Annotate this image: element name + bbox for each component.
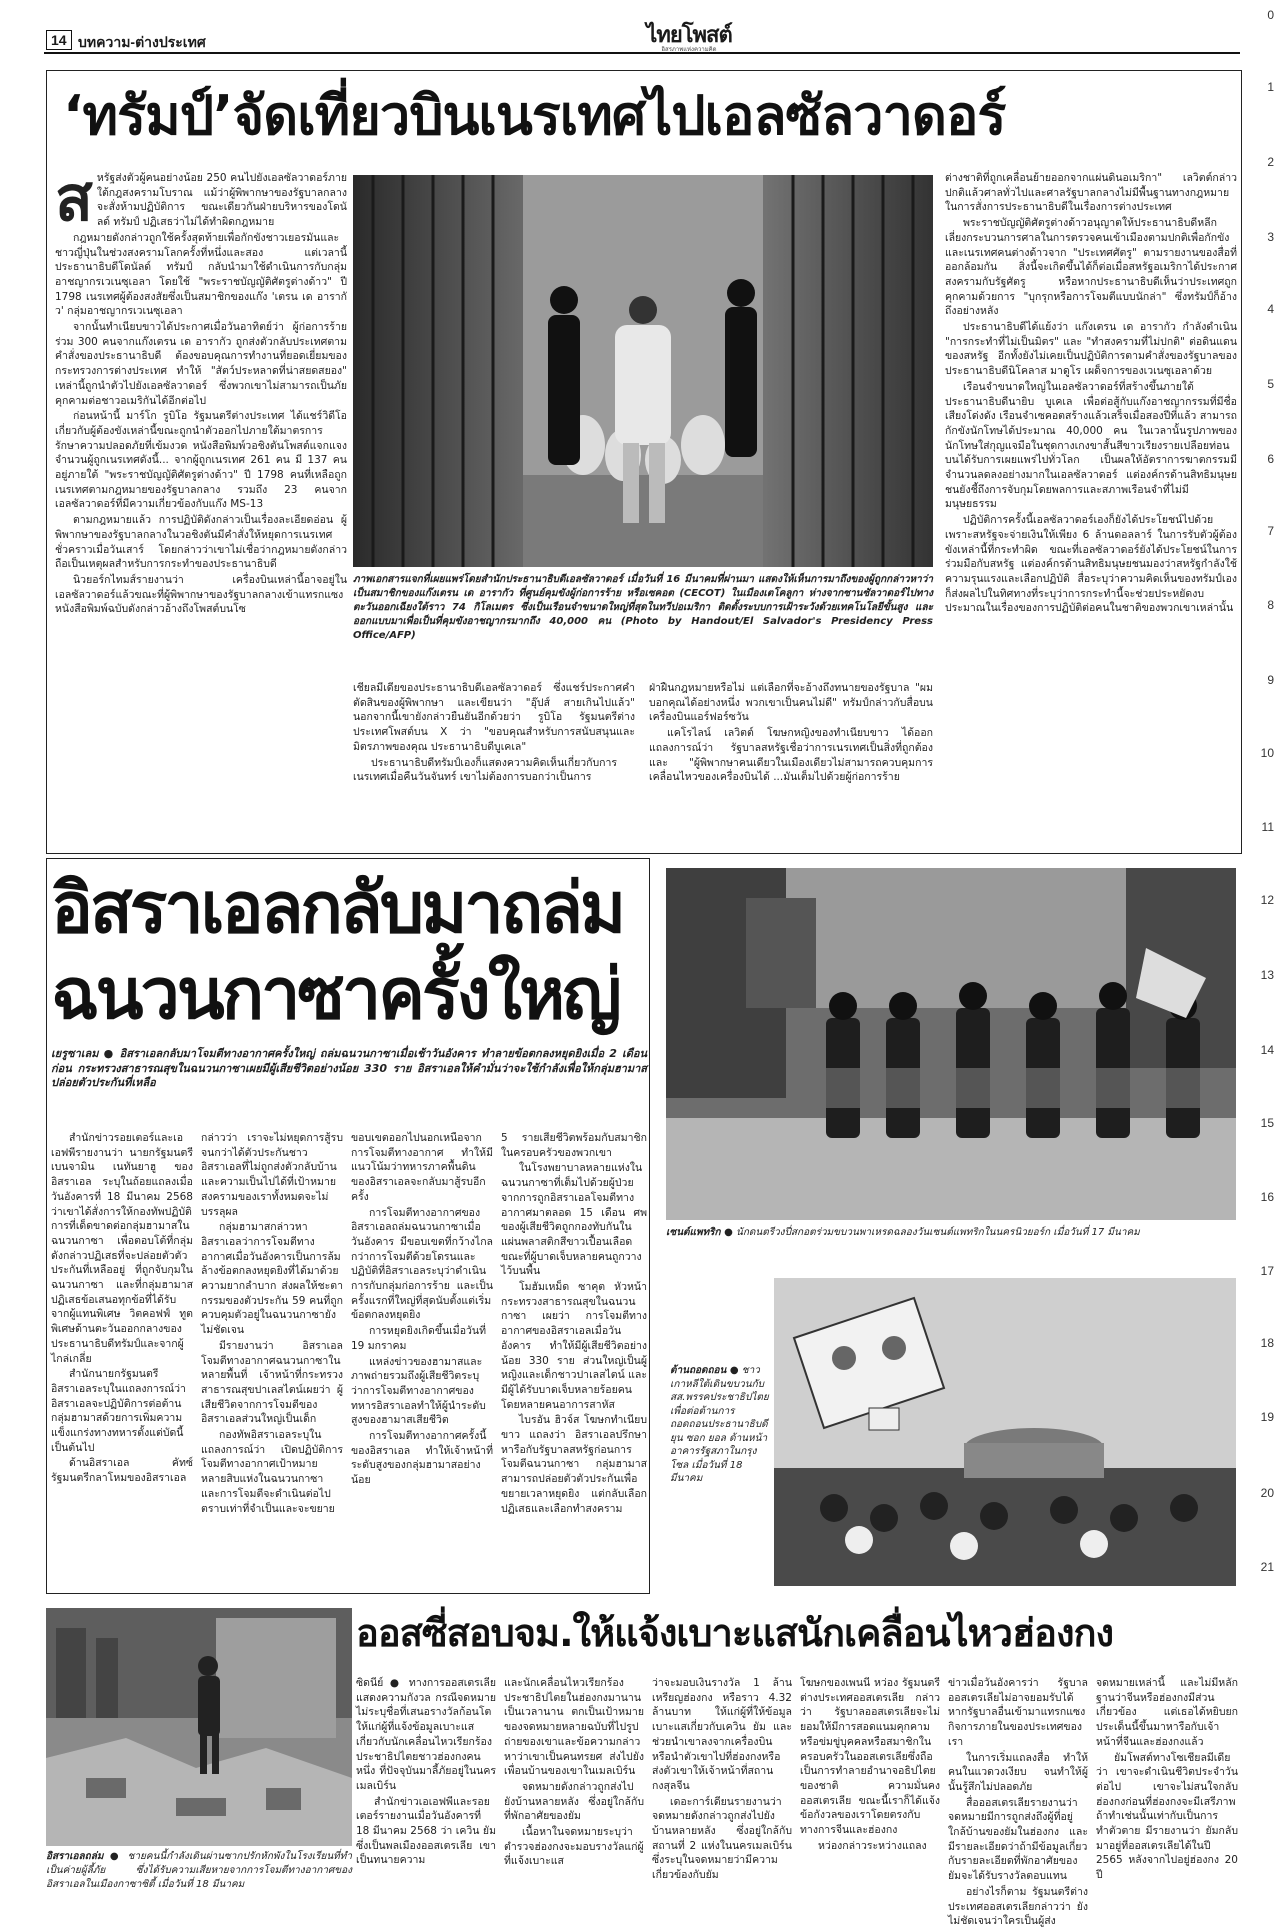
paragraph: ในโรงพยาบาลหลายแห่งในฉนวนกาซาที่เต็มไปด้วยผู้ป่วยจากการถูกอิสราเอลโจมตีทางอากาศมาตลอด 15 เดือน ศพของผู้เสียชีวิตถูกกองทับกันในแผ่นพลาสติกสีขาวเปื้อนเลือด ขณะที่ผู้บาดเจ็บหลายคนถูกวางไว้บนพื้น — [501, 1162, 647, 1278]
paragraph: ฝ่าฝืนกฎหมายหรือไม่ แต่เลือกที่จะอ้างถึงทนายของรัฐบาล "ผมบอกคุณได้อย่างหนึ่ง พวกเขาเป็นคนไม่ดี" ทรัมป์กล่าวกับสื่อบนเครื่องบินแอร์ฟอร์ซวัน — [649, 682, 933, 724]
article2-headline-line1: อิสราเอลกลับมาถล่ม — [51, 867, 624, 949]
ruler-tick: 15 — [1260, 1116, 1274, 1130]
logo-text: ไทยโพสต์ — [646, 22, 732, 48]
article-israel-gaza — [46, 858, 650, 1594]
seoul-caption — [670, 1364, 770, 1584]
st-patrick-caption-text: นักดนตรีวงปี่สกอตร่วมขบวนพาเหรดฉลองวันเซนต์แพทริกในนครนิวยอร์ก เมื่อวันที่ 17 มีนาคม — [735, 1227, 1140, 1238]
paragraph: เชียลมีเดียของประธานาธิบดีเอลซัลวาดอร์ ซึ่งแชร์ประกาศคำตัดสินของผู้พิพากษา และเขียนว่า "อุ๊ปส์ สายเกินไปแล้ว" นอกจากนี้เขายังกล่าวยืนยันอีกด้วยว่า รูบิโอ รัฐมนตรีต่างประเทศโพสต์บน X ว่า "ขอบคุณสำหรับการสนับสนุนและมิตรภาพของคุณ ประธานาธิบดีบูเคเล" — [353, 682, 635, 753]
paragraph: การโจมตีทางอากาศของอิสราเอลถล่มฉนวนกาซาเมื่อวันอังคาร มีขอบเขตที่กว้างไกลกว่าการโจมตีด้วยโดรนและปฏิบัติที่อิสราเอลระบุว่าดำเนินการกับกลุ่มก่อการร้าย และเป็นครั้งแรกที่ใหญ่ที่สุดนับตั้งแต่เริ่มข้อตกลงหยุดยิง — [351, 1206, 493, 1322]
ruler-tick: 5 — [1267, 377, 1274, 391]
ruler-tick: 14 — [1260, 1043, 1274, 1057]
article3-col2 — [504, 1676, 644, 1916]
paragraph: กลุ่มฮามาสกล่าวหาอิสราเอลว่าการโจมตีทางอากาศเมื่อวันอังคารเป็นการล้มล้างข้อตกลงหยุดยิงที่ได้มาด้วยความยากลำบาก ส่งผลให้ชะตากรรมของตัวประกัน 59 คนที่ถูกควบคุมตัวอยู่ในฉนวนกาซายังไม่ชัดเจน — [201, 1221, 343, 1337]
paragraph: ในการเริ่มแถลงสื่อ ทำให้คนในแวดวงเงียบ จนทำให้ผู้นั้นรู้สึกไม่ปลอดภัย — [948, 1751, 1088, 1793]
paragraph: จากนั้นทำเนียบขาวได้ประกาศเมื่อวันอาทิตย์ว่า ผู้ก่อการร้ายร่วม 300 คนจากแก๊งเตรน เด อารากัว ถูกส่งตัวกลับประเทศตามคำสั่งของประธานาธิบดี ต้องขอบคุณการทำงานที่ยอดเยี่ยมของกระทรวงการต่างประเทศ ทำให้ "สัตว์ประหลาดที่น่าสยดสยอง" เหล่านี้ถูกนำตัวไปยังเอลซัลวาดอร์ ซึ่งพวกเขาไม่สามารถเป็นภัยคุกคามต่อชาวอเมริกันได้อีกต่อไป — [55, 321, 347, 407]
ruler-tick: 19 — [1260, 1410, 1274, 1424]
paragraph: ซิดนีย์ ● ทางการออสเตรเลียแสดงความกังวล กรณีจดหมายไม่ระบุชื่อที่เสนอรางวัลก้อนโตให้แก่ผู้ที่แจ้งข้อมูลเบาะแสเกี่ยวกับนักเคลื่อนไหวเรียกร้องประชาธิปไตยชาวฮ่องกงคนหนึ่ง ที่ปัจจุบันมาลี้ภัยอยู่ในนครเมลเบิร์น — [356, 1677, 496, 1792]
article2-headline-line2: ฉนวนกาซาครั้งใหญ่ — [51, 953, 619, 1035]
paragraph: ข่าวเมื่อวันอังคารว่า รัฐบาลออสเตรเลียไม่อาจยอมรับได้หากรัฐบาลอื่นเข้ามาแทรกแซงกิจการภายในของประเทศของเรา — [948, 1677, 1088, 1748]
seoul-protest-photo-image — [774, 1278, 1236, 1586]
article1-col1-body — [55, 162, 347, 617]
paragraph: สื่อออสเตรเลียรายงานว่าจดหมายมีการถูกส่งถึงผู้ที่อยู่ใกล้บ้านของยัมในฮ่องกง และมีรายละเอียดว่าถ้ามีข้อมูลเกี่ยวกับรายละเอียดที่พักอาศัยของยัมจะได้รับรางวัลตอบแทน — [948, 1796, 1088, 1883]
paragraph: ต่างชาติที่ถูกเคลื่อนย้ายออกจากแผ่นดินอเมริกา" เลวิตต์กล่าว ปกติแล้วศาลทั่วไปและศาลรัฐบาลกลางไม่มีพื้นฐานทางกฎหมายในการสั่งการประธานาธิบดีในเรื่องการต่างประเทศ — [945, 172, 1237, 214]
ruler-tick: 8 — [1267, 598, 1274, 612]
st-patrick-caption — [666, 1226, 1236, 1244]
page-number: 14 — [46, 30, 72, 50]
paragraph: กองทัพอิสราเอลระบุในแถลงการณ์ว่า เปิดปฏิบัติการโจมตีทางอากาศเป้าหมายหลายสิบแห่งในฉนวนกาซา และการโจมตีจะดำเนินต่อไปตราบเท่าที่จำเป็นและจะขยาย — [201, 1429, 343, 1515]
article1-photo-caption: ภาพเอกสารแจกที่เผยแพร่โดยสำนักประธานาธิบดีเอลซัลวาดอร์ เมื่อวันที่ 16 มีนาคมที่ผ่านมา แสดงให้เห็นการมาถึงของผู้ถูกกล่าวหาว่าเป็นสมาชิกของแก๊งเตรน เด อารากัว ที่ศูนย์คุมขังผู้ก่อการร้าย หรือเซคอต (CECOT) ในเมืองเตโคลูกา ห่างจากซานซัลวาดอร์ไปทางตะวันออกเฉียงใต้ราว 74 กิโลเมตร ซึ่งเป็นเรือนจำขนาดใหญ่ที่สุดในทวีปอเมริกา ติดตั้งระบบการเฝ้าระวังด้วยเทคโนโลยีขั้นสูง และออกแบบมาเพื่อเป็นที่คุมขังอาชญากรมากถึง 40,000 คน (Photo by Handout/El Salvador's Presidency Press Office/AFP) — [353, 574, 933, 641]
dropcap: ส — [55, 162, 93, 235]
paragraph: สำนักนายกรัฐมนตรีอิสราเอลระบุในแถลงการณ์ว่า อิสราเอลจะปฏิบัติการต่อต้านกลุ่มฮามาสด้วยการเพิ่มความแข็งแกร่งทางทหารตั้งแต่บัดนี้เป็นต้นไป — [51, 1368, 186, 1454]
paragraph: นิวยอร์กไทมส์รายงานว่า เครื่องบินเหล่านี้อาจอยู่ในเอลซัลวาดอร์แล้วขณะที่ผู้พิพากษาของรัฐบาลกลางเข้าแทรกแซง หนังสือพิมพ์ฉบับดังกล่าวอ้างถึงโพสต์บนโซ — [55, 573, 347, 616]
st-patrick-caption-tag: เซนต์แพทริก ● — [666, 1227, 733, 1238]
paragraph: การโจมตีทางอากาศครั้งนี้ของอิสราเอล ทำให้เจ้าหน้าที่ระดับสูงของกลุ่มฮามาสอย่างน้อย — [351, 1430, 493, 1487]
prison-photo — [353, 175, 933, 567]
paragraph: ไบรอัน ฮิวจ์ส โฆษกทำเนียบขาว แถลงว่า อิสราเอลปรึกษาหารือกับรัฐบาลสหรัฐก่อนการโจมตีฉนวนกาซา กลุ่มฮามาสสามารถปล่อยตัวตัวประกันเพื่อขยายเวลาหยุดยิง แต่กลับเลือกปฏิเสธและเลือกทำสงคราม — [501, 1414, 647, 1515]
paragraph: อย่างไรก็ตาม รัฐมนตรีต่างประเทศออสเตรเลียกล่าวว่า ยังไม่ชัดเจนว่าใครเป็นผู้ส่ง — [948, 1885, 1088, 1928]
paragraph: แคโรไลน์ เลวิตต์ โฆษกหญิงของทำเนียบขาว ได้ออกแถลงการณ์ว่า รัฐบาลสหรัฐเชื่อว่าการเนรเทศเป็นสิ่งที่ถูกต้อง และ "ผู้พิพากษาคนเดียวในเมืองเดียวไม่สามารถควบคุมการเคลื่อนไหวของเครื่องบินได้ ...มันเต็มไปด้วยผู้ก่อการร้าย — [649, 727, 933, 784]
paragraph: การหยุดยิงเกิดขึ้นเมื่อวันที่ 19 มกราคม — [351, 1325, 486, 1352]
prison-photo-image — [353, 175, 933, 567]
article1-col1 — [55, 162, 347, 847]
gaza-rubble-caption — [46, 1850, 352, 1910]
article3-headline: ออสซี่สอบจม.ให้แจ้งเบาะแสนักเคลื่อนไหวฮ่องกง — [356, 1611, 1114, 1655]
ruler-tick: 3 — [1267, 230, 1274, 244]
paragraph: จดหมายดังกล่าวถูกส่งไปยังบ้านหลายหลัง ซึ่งอยู่ใกล้กับที่พักอาศัยของยัม — [504, 1780, 644, 1823]
gaza-rubble-caption-text: ชายคนนี้กำลังเดินผ่านซากปรักหักพังในโรงเรียนที่ทำเป็นค่ายผู้ลี้ภัย ซึ่งได้รับความเสียหายจากการโจมตีทางอากาศของอิสราเอลในเมืองกาซาซิตี้ เมื่อวันที่ 18 มีนาคม — [46, 1851, 352, 1890]
paragraph: พระราชบัญญัติศัตรูต่างด้าวอนุญาตให้ประธานาธิบดีหลีกเลี่ยงกระบวนการศาลในการตรวจคนเข้าเมืองตามปกติเพื่อกักขังและเนรเทศคนต่างด้าวจาก "ประเทศศัตรู" ตามรายงานของสื่อที่ออกล้อมกัน สิ่งนี้จะเกิดขึ้นได้ก็ต่อเมื่อสหรัฐอเมริกาได้ประกาศสงครามกับรัฐศัตรู หรือหากประธานาธิบดีเห็นว่าประเทศถูกคุกคามด้วยการ "บุกรุกหรือการโจมตีแบบนักล่า" ซึ่งทรัมป์ก็อ้างถึงอย่างหลัง — [945, 217, 1237, 318]
ruler-tick: 21 — [1260, 1560, 1274, 1574]
ruler-tick: 7 — [1267, 524, 1274, 538]
paragraph: สำนักข่าวรอยเตอร์และเอเอฟพีรายงานว่า นายกรัฐมนตรีเบนจามิน เนทันยาฮู ของอิสราเอล ระบุในถ้อยแถลงเมื่อวันอังคารที่ 18 มีนาคม 2568 ว่าเขาได้สั่งการให้กองทัพปฏิบัติการที่เด็ดขาดต่อกลุ่มฮามาสในฉนวนกาซา เพื่อตอบโต้ที่กลุ่มดังกล่าวปฏิเสธที่จะปล่อยตัวตัวประกันที่เหลืออยู่ ที่ถูกจับกุมในฉนวนกาซา และที่กลุ่มฮามาสปฏิเสธข้อเสนอทุกข้อที่ได้รับจากผู้แทนพิเศษ วิตคอฟฟ์ ทูตพิเศษด้านตะวันออกกลางของประธานาธิบดีทรัมป์และจากผู้ไกล่เกลี่ย — [51, 1132, 193, 1365]
seoul-caption-tag: ต้านถอดถอน ● — [670, 1365, 739, 1376]
gaza-rubble-photo — [46, 1608, 352, 1846]
article3-col3 — [652, 1676, 792, 1916]
article3-col6 — [1096, 1676, 1238, 1916]
ruler-tick: 9 — [1267, 673, 1274, 687]
seoul-caption-text: ชาวเกาหลีใต้เดินขบวนกับ สส.พรรคประชาธิปไตย เพื่อต่อต้านการถอดถอนประธานาธิบดียุน ซอก ยอล ด้านหน้าอาคารรัฐสภาในกรุงโซล เมื่อวันที่ 18 มีนาคม — [670, 1365, 769, 1484]
paragraph: สำนักข่าวเอเอฟพีและรอยเตอร์รายงานเมื่อวันอังคารที่ 18 มีนาคม 2568 ว่า เควิน ยัม ซึ่งเป็นพลเมืองออสเตรเลีย เขาเป็นทนายความ — [356, 1795, 496, 1867]
section-name: บทความ-ต่างประเทศ — [78, 34, 206, 50]
logo-subtitle: อิสรภาพแห่งความคิด — [661, 46, 717, 53]
paragraph: ด้านอิสราเอล คัทซ์ รัฐมนตรีกลาโหมของอิสราเอล — [51, 1457, 193, 1485]
paragraph: ประธานาธิบดีได้แย้งว่า แก๊งเตรน เด อารากัว กำลังดำเนิน "การกระทำที่ไม่เป็นมิตร" และ "ทำสงครามที่ไม่ปกติ" ต่อดินแดนของสหรัฐ อีกทั้งยังไม่เคยเป็นปฏิบัติการตามคำสั่งของรัฐบาลของประธานาธิบดีนิโคลาส มาดูโร เผด็จการของเวเนซุเอลาด้วย — [945, 321, 1237, 378]
paragraph: ก่อนหน้านี้ มาร์โก รูบิโอ รัฐมนตรีต่างประเทศ ได้แชร์วิดีโอเกี่ยวกับผู้ต้องขังเหล่านี้ขณะถูกนำตัวออกไปภายใต้มาตรการรักษาความปลอดภัยที่เข้มงวด หนังสือพิมพ์วอชิงตันโพสต์แจกแจงจำนวนผู้ถูกเนรเทศดังนี้... จากผู้ถูกเนรเทศ 261 คน มี 137 คนอยู่ภายใต้ "พระราชบัญญัติศัตรูต่างด้าว" ปี 1798 คนที่เหลือถูกเนรเทศตามกฎหมายของรัฐบาลกลาง รวมถึง 23 คนจากเอลซัลวาดอร์ที่มีความเกี่ยวข้องกับแก๊ง MS-13 — [55, 410, 347, 511]
article-el-salvador — [46, 70, 1242, 854]
ruler-tick: 16 — [1260, 1190, 1274, 1204]
article1-col4 — [945, 171, 1237, 847]
article2-col1 — [51, 1131, 193, 1591]
paragraph: ว่าจะมอบเงินรางวัล 1 ล้านเหรียญฮ่องกง หรือราว 4.32 ล้านบาท ให้แก่ผู้ที่ให้ข้อมูลเบาะแสเกี่ยวกับเควิน ยัม และช่วยนำเขาลงจากเครื่องบิน หรือนำตัวเขาไปที่ฮ่องกงหรือส่งตัวเขาให้เจ้าหน้าที่สถานกงสุลจีน — [652, 1677, 792, 1792]
st-patrick-photo-image — [666, 868, 1236, 1220]
ruler-tick: 4 — [1267, 302, 1274, 316]
seoul-protest-photo — [774, 1278, 1236, 1586]
article3-col1 — [356, 1676, 496, 1916]
paragraph: จดหมายเหล่านี้ และไม่มีหลักฐานว่าจีนหรือฮ่องกงมีส่วนเกี่ยวข้อง แต่เธอได้หยิบยกประเด็นนี้ขึ้นมาหารือกับเจ้าหน้าที่จีนและฮ่องกงแล้ว — [1096, 1677, 1238, 1748]
paragraph: แหล่งข่าวของฮามาสและภาพถ่ายรวมถึงผู้เสียชีวิตระบุว่าการโจมตีทางอากาศของทหารอิสราเอลทำให้ผู้นำระดับสูงของฮามาสเสียชีวิต — [351, 1355, 486, 1427]
article1-headline: ‘ทรัมป์’จัดเที่ยวบินเนรเทศไปเอลซัลวาดอร์ — [63, 84, 1006, 147]
paragraph: โมฮัมเหม็ด ซาคุต หัวหน้ากระทรวงสาธารณสุขในฉนวนกาซา เผยว่า การโจมตีทางอากาศของอิสราเอลเมื่อวันอังคาร ทำให้มีผู้เสียชีวิตอย่างน้อย 330 ราย ส่วนใหญ่เป็นผู้หญิงและเด็กชาวปาเลสไตน์ และมีผู้ได้รับบาดเจ็บหลายร้อยคน โดยหลายคนอาการสาหัส — [501, 1281, 647, 1411]
paragraph: เรือนจำขนาดใหญ่ในเอลซัลวาดอร์ที่สร้างขึ้นภายใต้ประธานาธิบดีนายิบ บูเคเล เพื่อต่อสู้กับแก๊งอาชญากรรมที่มีชื่อเสียงโด่งดัง เรือนจำเซคอตสร้างแล้วเสร็จเมื่อสองปีที่แล้ว สามารถกักขังนักโทษได้ประมาณ 40,000 คน ในเวลานั้นรูปภาพของนักโทษใส่กุญแจมือในชุดกางเกงขาสั้นสีขาวเรียงรายเปลือยท่อนบนได้รับการเผยแพร่ไปทั่วโลก เป็นผลให้อัตราการฆาตกรรมมีจำนวนลดลงอย่างมากในเอลซัลวาดอร์ แต่องค์กรด้านสิทธิมนุษยชนยังชี้ถึงการจับกุมโดยพลการและสภาพเรือนจำที่ไม่มีมนุษยธรรม — [945, 380, 1237, 511]
article-hong-kong-activist — [356, 1600, 1242, 1928]
article1-col3 — [649, 681, 933, 849]
paragraph: ปฏิบัติการครั้งนี้เอลซัลวาดอร์เองก็ยังได้ประโยชน์ไปด้วย เพราะสหรัฐจะจ่ายเงินให้เพียง 6 ล้านดอลลาร์ ในการรับตัวผู้ต้องขังเหล่านี้ที่กระทำผิด ขณะที่เอลซัลวาดอร์ยังได้ประโยชน์ในการร่วมมือกับสหรัฐ แต่องค์กรด้านสิทธิมนุษยชนมองว่าสหรัฐกำลังใช้ความรุนแรงและเลือกปฏิบัติ สื่อระบุว่าความคิดเห็นของทรัมป์เองก็ส่งผลไปในทิศทางที่ระบุว่าการกระทำนี้จะช่วยประหยัดงบประมาณในเรื่องของการปฏิบัติต่อคนในชาติของพวกเขาเหล่านั้น — [945, 514, 1237, 615]
paragraph: ตามกฎหมายแล้ว การปฏิบัติดังกล่าวเป็นเรื่องละเอียดอ่อน ผู้พิพากษาของรัฐบาลกลางในวอชิงตันมีคำสั่งให้หยุดการเนรเทศชั่วคราวเมื่อวันเสาร์ โดยกล่าวว่าเขาไม่เชื่อว่ากฎหมายดังกล่าวถือเป็นเหตุผลสำหรับการกระทำของประธานาธิบดี — [55, 514, 347, 571]
paragraph: หรัฐส่งตัวผู้คนอย่างน้อย 250 คนไปยังเอลซัลวาดอร์ภายใต้กฎสงครามโบราณ แม้ว่าผู้พิพากษาของรัฐบาลกลางจะสั่งห้ามปฏิบัติการ ขณะเดียวกันฝ่ายบริหารของโดนัลด์ ทรัมป์ ปฏิเสธว่าไม่ได้ทำผิดกฎหมาย — [96, 172, 347, 229]
ruler-tick: 20 — [1260, 1486, 1274, 1500]
ruler-tick: 6 — [1267, 452, 1274, 466]
article3-col5 — [948, 1676, 1088, 1928]
paragraph: ยัมโพสต์ทางโซเชียลมีเดียว่า เขาจะดำเนินชีวิตประจำวันต่อไป เขาจะไม่สนใจกลับฮ่องกงก่อนที่ฮ่องกงจะมีเสรีภาพ ถ้าทำเช่นนั้นเท่ากับเป็นการทำตัวตาย มีรายงานว่า ยัมกลับมาอยู่ที่ออสเตรเลียได้ในปี 2565 หลังจากไปอยู่ฮ่องกง 20 ปี — [1096, 1751, 1238, 1882]
paragraph: หว่องกล่าวระหว่างแถลง — [818, 1839, 927, 1852]
paragraph: เดอะการ์เดียนรายงานว่าจดหมายดังกล่าวถูกส่งไปยังบ้านหลายหลัง ซึ่งอยู่ใกล้กับสถานที่ 2 แห่งในนครเมลเบิร์น ซึ่งระบุในจดหมายว่ามีความเกี่ยวข้องกับยัม — [652, 1795, 792, 1882]
ruler-tick: 2 — [1267, 155, 1274, 169]
ruler-tick: 11 — [1261, 820, 1274, 834]
ruler-tick: 1 — [1267, 80, 1274, 94]
paragraph: 5 รายเสียชีวิตพร้อมกับสมาชิกในครอบครัวของพวกเขา — [501, 1132, 647, 1159]
ruler-tick: 12 — [1260, 893, 1274, 907]
st-patrick-photo — [666, 868, 1236, 1220]
article2-lead-text: เยรูซาเลม ● อิสราเอลกลับมาโจมตีทางอากาศครั้งใหญ่ ถล่มฉนวนกาซาเมื่อเช้าวันอังคาร ทำลายข้อตกลงหยุดยิงเมื่อ 2 เดือนก่อน กระทรวงสาธารณสุขในฉนวนกาซาเผยมีผู้เสียชีวิตอย่างน้อย 330 ราย อิสราเอลให้คำมั่นว่าจะใช้กำลังเพื่อให้กลุ่มฮามาสปล่อยตัวประกันที่เหลือ — [51, 1047, 647, 1090]
paragraph: กฎหมายดังกล่าวถูกใช้ครั้งสุดท้ายเพื่อกักขังชาวเยอรมันและชาวญี่ปุ่นในช่วงสงครามโลกครั้งที่หนึ่งและสอง แต่เวลานี้ประธานาธิบดีโดนัลด์ ทรัมป์ กลับนำมาใช้ดำเนินการกับกลุ่มอาชญากรเวเนซุเอลา โดยใช้ "พระราชบัญญัติศัตรูต่างด้าว" ปี 1798 เนรเทศผู้ต้องสงสัยซึ่งเป็นสมาชิกของแก๊ง 'เตรน เด อารากัว' กลุ่มอาชญากรเวเนซุเอลา — [55, 231, 347, 318]
gaza-rubble-caption-tag: อิสราเอลถล่ม ● — [46, 1851, 122, 1862]
paragraph: มีรายงานว่า อิสราเอลโจมตีทางอากาศฉนวนกาซาในหลายพื้นที่ เจ้าหน้าที่กระทรวงสาธารณสุขปาเลสไตน์เผยว่า ผู้เสียชีวิตจากการโจมตีของอิสราเอลส่วนใหญ่เป็นเด็ก — [201, 1339, 343, 1426]
ruler-tick: 10 — [1260, 746, 1274, 760]
gaza-rubble-photo-image — [46, 1608, 352, 1846]
newspaper-logo — [642, 24, 736, 53]
ruler-tick: 13 — [1260, 968, 1274, 982]
article3-col4 — [800, 1676, 940, 1916]
photo-column — [656, 858, 1242, 1594]
paragraph: ขอบเขตออกไปนอกเหนือจากการโจมตีทางอากาศ ทำให้มีแนวโน้มว่าทหารภาคพื้นดินของอิสราเอลจะกลับมาสู้รบอีกครั้ง — [351, 1132, 493, 1203]
paragraph: โฆษกของเพนนี หว่อง รัฐมนตรีต่างประเทศออสเตรเลีย กล่าวว่า รัฐบาลออสเตรเลียจะไม่ยอมให้มีการสอดแนมคุกคาม หรือข่มขู่บุคคลหรือสมาชิกในครอบครัวในออสเตรเลียซึ่งถือเป็นการทำลายอำนาจอธิปไตยของชาติ ความมั่นคงออสเตรเลีย ขณะนี้เราก็ได้แจ้งข้อกังวลของเราโดยตรงกับทางการจีนและฮ่องกง — [800, 1677, 940, 1837]
article2-col2 — [201, 1131, 343, 1591]
masthead — [44, 24, 1240, 54]
ruler-tick: 18 — [1260, 1336, 1274, 1350]
paragraph: และนักเคลื่อนไหวเรียกร้องประชาธิปไตยในฮ่องกงมานานเป็นเวลานาน ตกเป็นเป้าหมายของจดหมายหลายฉบับที่ไปรูปถ่ายของเขาและข้อความกล่าวหาว่าเขาเป็นคนทรยศ ส่งไปยังเพื่อนบ้านของเขาในเมลเบิร์น — [504, 1677, 644, 1778]
ruler-tick: 17 — [1260, 1264, 1274, 1278]
paragraph: กล่าวว่า เราจะไม่หยุดการสู้รบจนกว่าได้ตัวประกันชาวอิสราเอลที่ไม่ถูกส่งตัวกลับบ้าน และความเป็นไปได้ที่เป้าหมายสงครามของเราทั้งหมดจะไม่บรรลุผล — [201, 1132, 343, 1218]
page-ruler — [1246, 0, 1286, 1920]
article2-col3 — [351, 1047, 493, 1591]
ruler-tick: 0 — [1267, 8, 1274, 22]
paragraph: ประธานาธิบดีทรัมป์เองก็แสดงความคิดเห็นเกี่ยวกับการเนรเทศเมื่อคืนวันจันทร์ เขาไม่ต้องการบอกว่าเป็นการ — [353, 756, 618, 784]
article2-col4 — [501, 1047, 647, 1591]
paragraph: เนื้อหาในจดหมายระบุว่า ตำรวจฮ่องกงจะมอบรางวัลแก่ผู้ที่แจ้งเบาะแส — [504, 1826, 644, 1868]
article1-col2 — [353, 681, 635, 849]
